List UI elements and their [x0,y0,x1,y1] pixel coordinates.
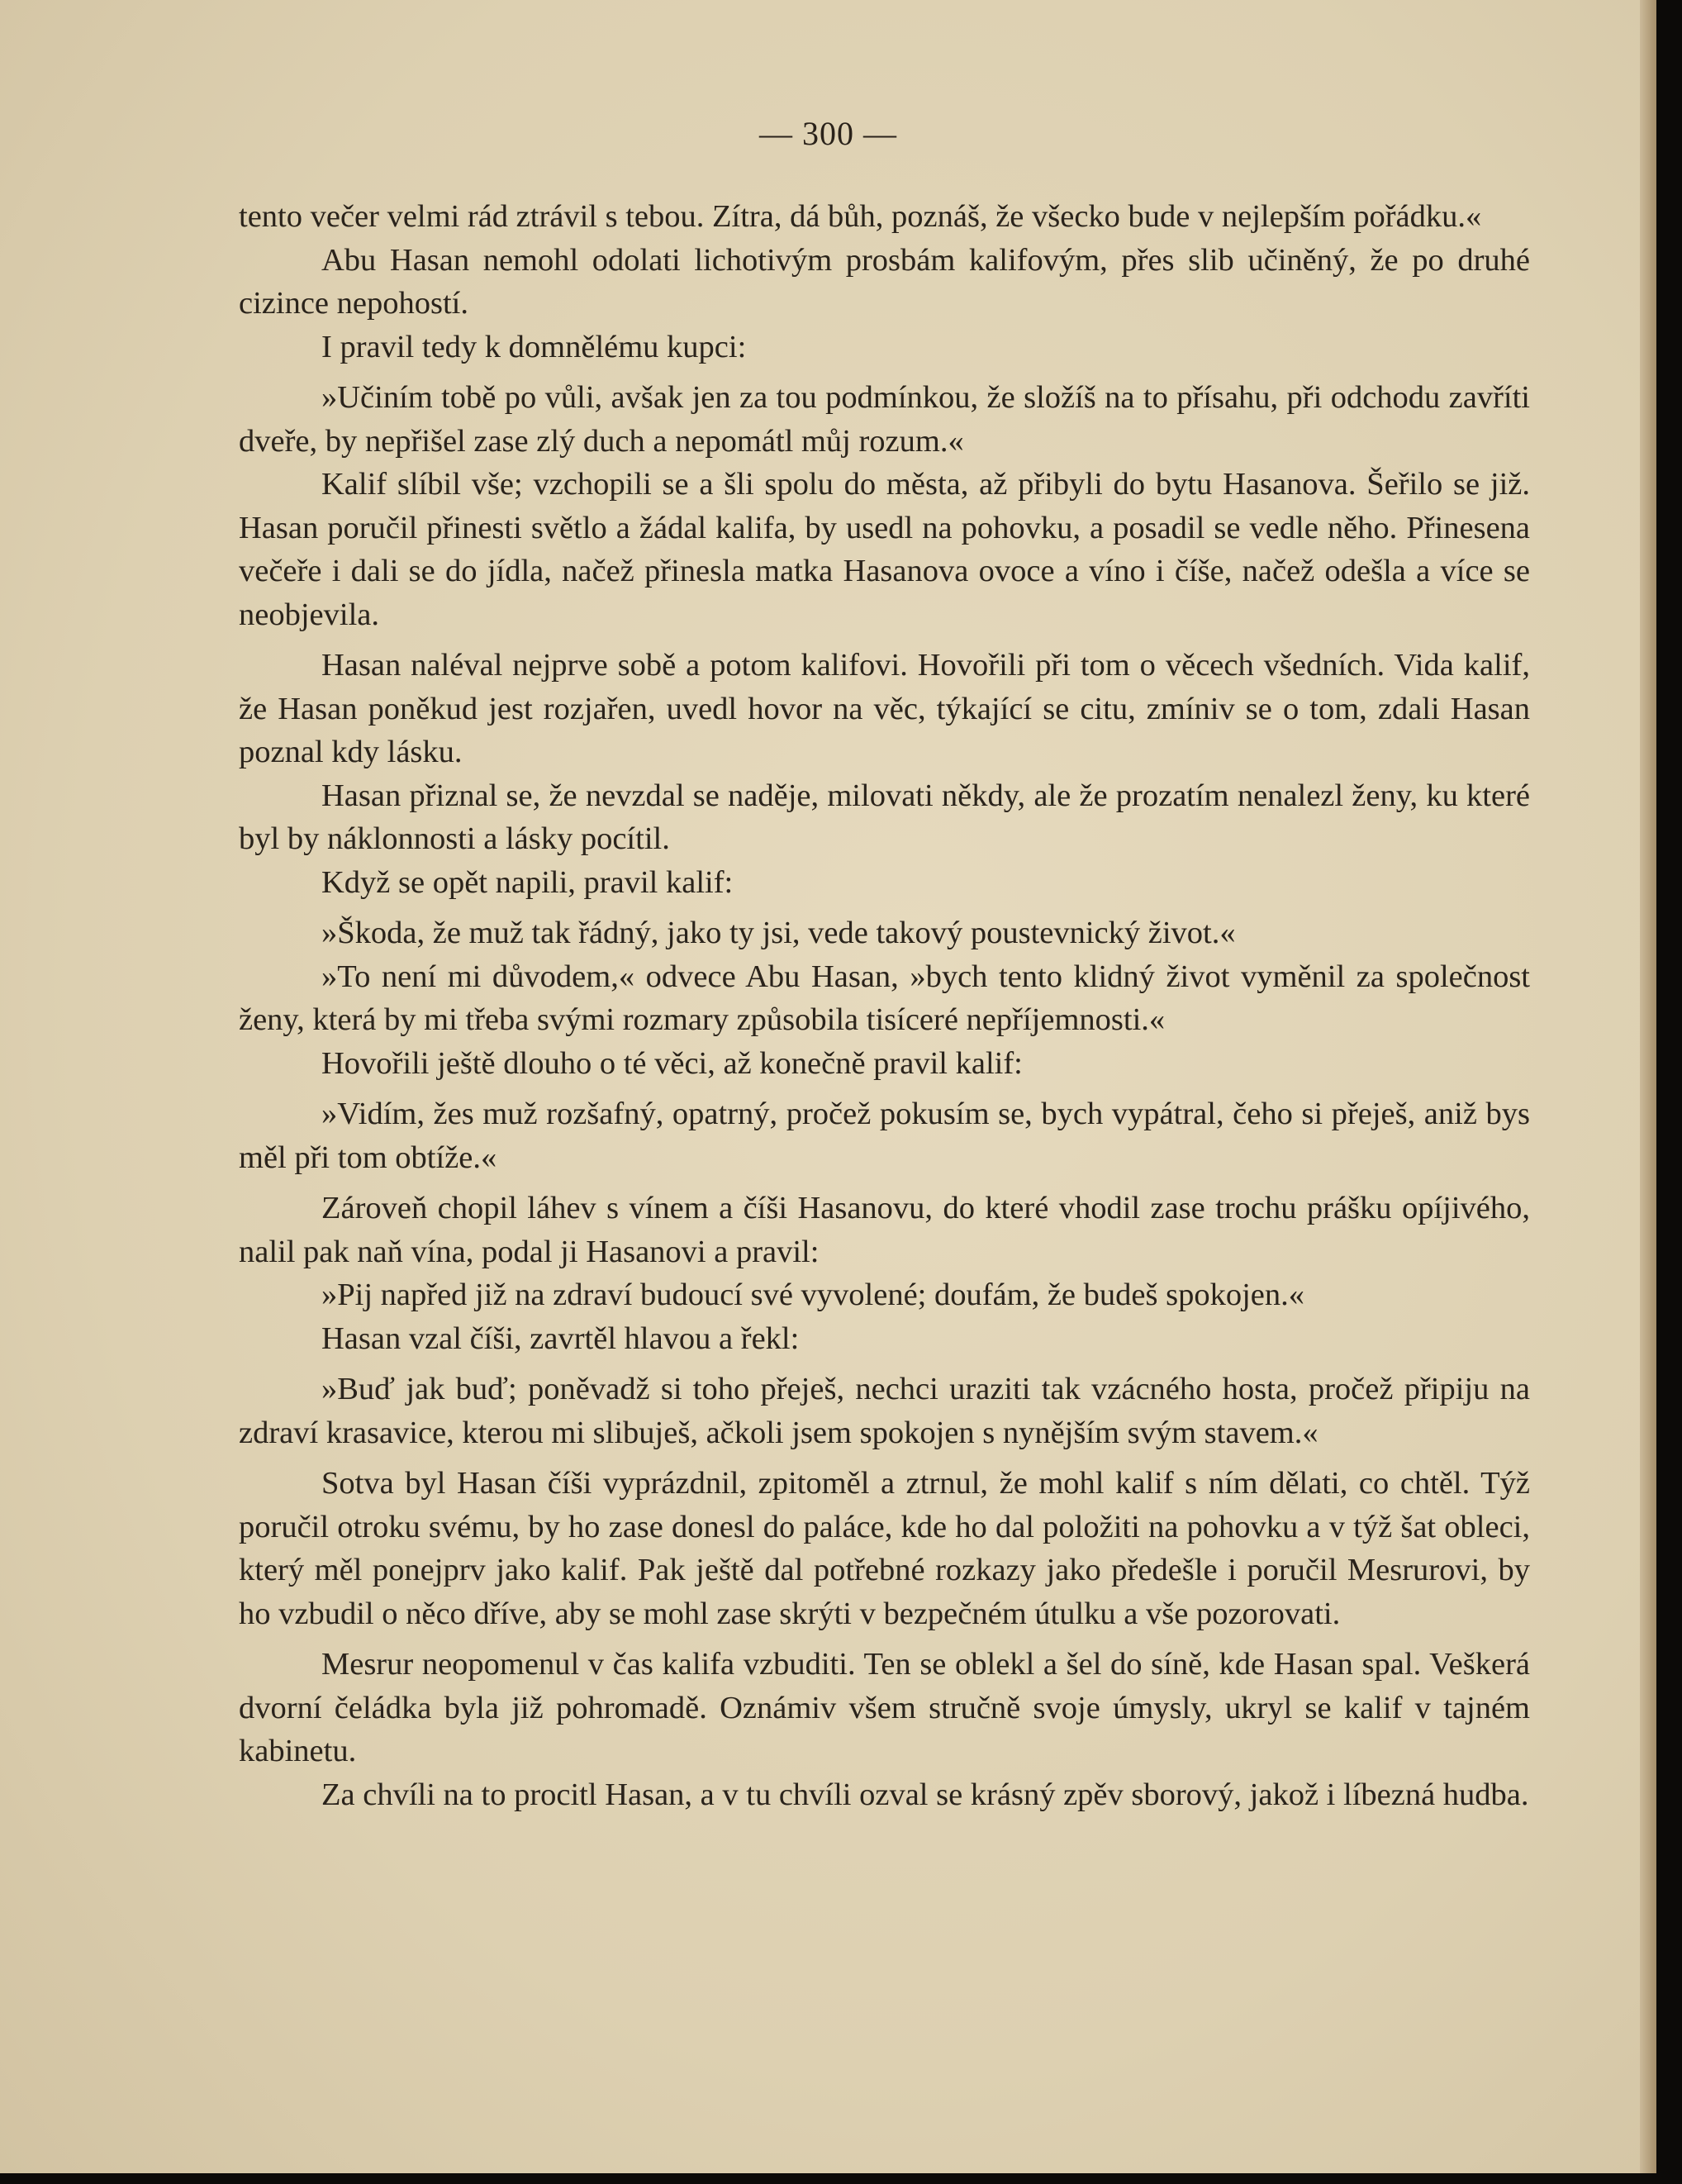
paragraph: »To není mi důvodem,« odvece Abu Hasan, »bych tento klidný život vyměnil za společnost ženy, která by mi třeba svými rozmary způsobila tisíceré nepříjemnosti.« [239,959,1530,1037]
paragraph: Mesrur neopomenul v čas kalifa vzbuditi. Ten se oblekl a šel do síně, kde Hasan spal. Veškerá dvorní čeládka byla již pohromadě. Oznámiv všem stručně svoje úmysly, ukryl se kalif v tajném kabinetu. [239,1647,1530,1768]
paragraph: »Učiním tobě po vůli, avšak jen za tou podmínkou, že složíš na to přísahu, při odchodu zavříti dveře, by nepřišel zase zlý duch a nepomátl můj rozum.« [239,380,1530,459]
paragraph: Hasan naléval nejprve sobě a potom kalifovi. Hovořili při tom o věcech všedních. Vida kalif, že Hasan poněkud jest rozjařen, uvedl hovor na věc, týkající se citu, zmíniv se o tom, zdali Hasan poznal kdy lásku. [239,648,1530,769]
paragraph: Když se opět napili, pravil kalif: [321,864,734,900]
paragraph: »Vidím, žes muž rozšafný, opatrný, pročež pokusím se, bych vypátral, čeho si přeješ, aniž bys měl při tom obtíže.« [239,1097,1530,1175]
paragraph: tento večer velmi rád ztrávil s tebou. Zítra, dá bůh, poznáš, že všecko bude v nejlepším pořádku.« [239,199,1482,234]
paragraph: I pravil tedy k domnělému kupci: [321,329,747,364]
page-edge [1640,0,1656,2173]
paragraph: Za chvíli na to procitl Hasan, a v tu chvíli ozval se krásný zpěv sborový, jakož i líbezná hudba. [321,1777,1529,1812]
paragraph: Kalif slíbil vše; vzchopili se a šli spolu do města, až přibyli do bytu Hasanova. Šeřilo se již. Hasan poručil přinesti světlo a žádal kalifa, by usedl na pohovku, a posadil se vedle něho. Přinesena večeře i dali se do jídla, načež přinesla matka Hasanova ovoce a víno i číše, načež odešla a více se neobjevila. [239,467,1530,632]
body-text [239,195,1530,1816]
paragraph: »Škoda, že muž tak řádný, jako ty jsi, vede takový poustevnický život.« [321,916,1236,950]
paragraph: Hasan přiznal se, že nevzdal se naděje, milovati někdy, ale že prozatím nenalezl ženy, ku které byl by náklonnosti a lásky pocítil. [239,778,1530,856]
paragraph: Hovořili ještě dlouho o té věci, až konečně pravil kalif: [321,1045,1023,1081]
paragraph: »Buď jak buď; poněvadž si toho přeješ, nechci uraziti tak vzácného hosta, pročež připiju na zdraví krasavice, kterou mi slibuješ, ačkoli jsem spokojen s nynějším svým stavem.« [239,1372,1530,1450]
paragraph: Sotva byl Hasan číši vyprázdnil, zpitoměl a ztrnul, že mohl kalif s ním dělati, co chtěl. Týž poručil otroku svému, by ho zase donesl do paláce, kde ho dal položiti na pohovku a v týž šat obleci, který měl ponejprv jako kalif. Pak ještě dal potřebné rozkazy jako předešle i poručil Mesrurovi, by ho vzbudil o něco dříve, aby se mohl zase skrýti v bezpečném útulku a vše pozorovati. [239,1466,1530,1631]
paragraph: »Pij napřed již na zdraví budoucí své vyvolené; doufám, že budeš spokojen.« [321,1278,1304,1312]
paragraph: Hasan vzal číši, zavrtěl hlavou a řekl: [321,1320,800,1356]
page-number: — 300 — [759,115,897,152]
paragraph: Zároveň chopil láhev s vínem a číši Hasanovu, do které vhodil zase trochu prášku opíjivého, nalil pak naň vína, podal ji Hasanovi a pravil: [239,1191,1530,1269]
paragraph: Abu Hasan nemohl odolati lichotivým prosbám kalifovým, přes slib učiněný, že po druhé cizince nepohostí. [239,242,1530,321]
